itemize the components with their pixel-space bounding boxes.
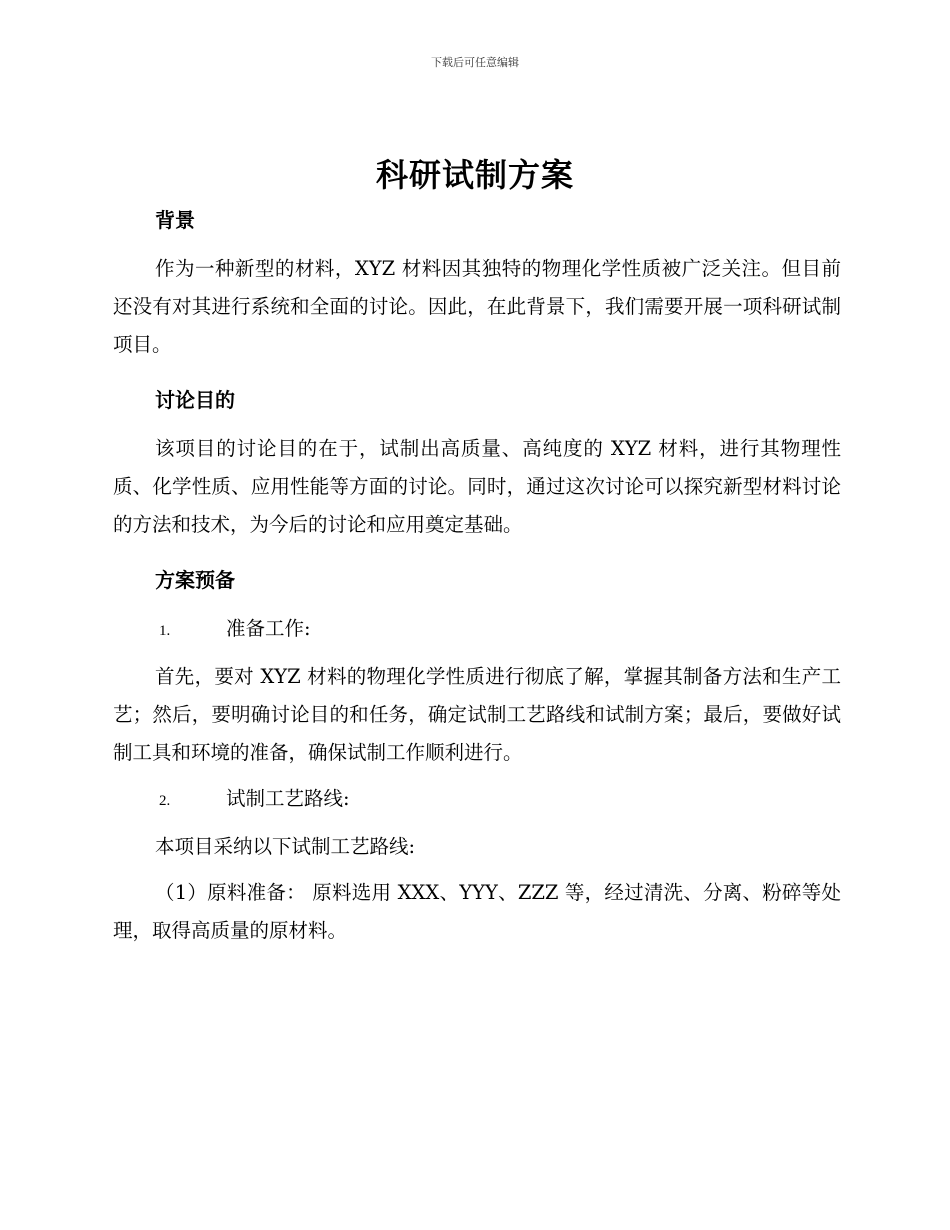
list-item-process-route (113, 780, 841, 820)
paragraph-preparation: 首先，要对 XYZ 材料的物理化学性质进行彻底了解，掌握其制备方法和生产工艺；然后，要明确讨论目的和任务，确定试制工艺路线和试制方案；最后，要做好试制工具和环境的准备，确保试制工作顺利进行。 (113, 665, 841, 764)
list-label: 试制工艺路线: (226, 787, 350, 810)
document-body (113, 198, 841, 950)
section-heading-purpose: 讨论目的 (155, 388, 235, 412)
header-note: 下载后可任意编辑 (431, 56, 519, 69)
section-heading-plan: 方案预备 (155, 568, 235, 592)
paragraph-background: 作为一种新型的材料，XYZ 材料因其独特的物理化学性质被广泛关注。但目前还没有对其进行系统和全面的讨论。因此，在此背景下，我们需要开展一项科研试制项目。 (113, 257, 841, 356)
paragraph-purpose: 该项目的讨论目的在于，试制出高质量、高纯度的 XYZ 材料，进行其物理性质、化学性质、应用性能等方面的讨论。同时，通过这次讨论可以探究新型材料讨论的方法和技术，为今后的讨论和应用奠定基础。 (113, 437, 841, 536)
section-heading-background: 背景 (155, 208, 195, 232)
paragraph-process-route: 本项目采纳以下试制工艺路线: (155, 835, 416, 858)
paragraph-raw-materials: （1）原料准备： 原料选用 XXX、YYY、ZZZ 等，经过清洗、分离、粉碎等处理，取得高质量的原材料。 (113, 881, 841, 942)
list-item-preparation (113, 610, 841, 650)
list-number: 1. (159, 623, 171, 639)
list-number: 2. (159, 793, 171, 809)
list-label: 准备工作: (226, 617, 311, 640)
document-title: 科研试制方案 (375, 156, 574, 194)
